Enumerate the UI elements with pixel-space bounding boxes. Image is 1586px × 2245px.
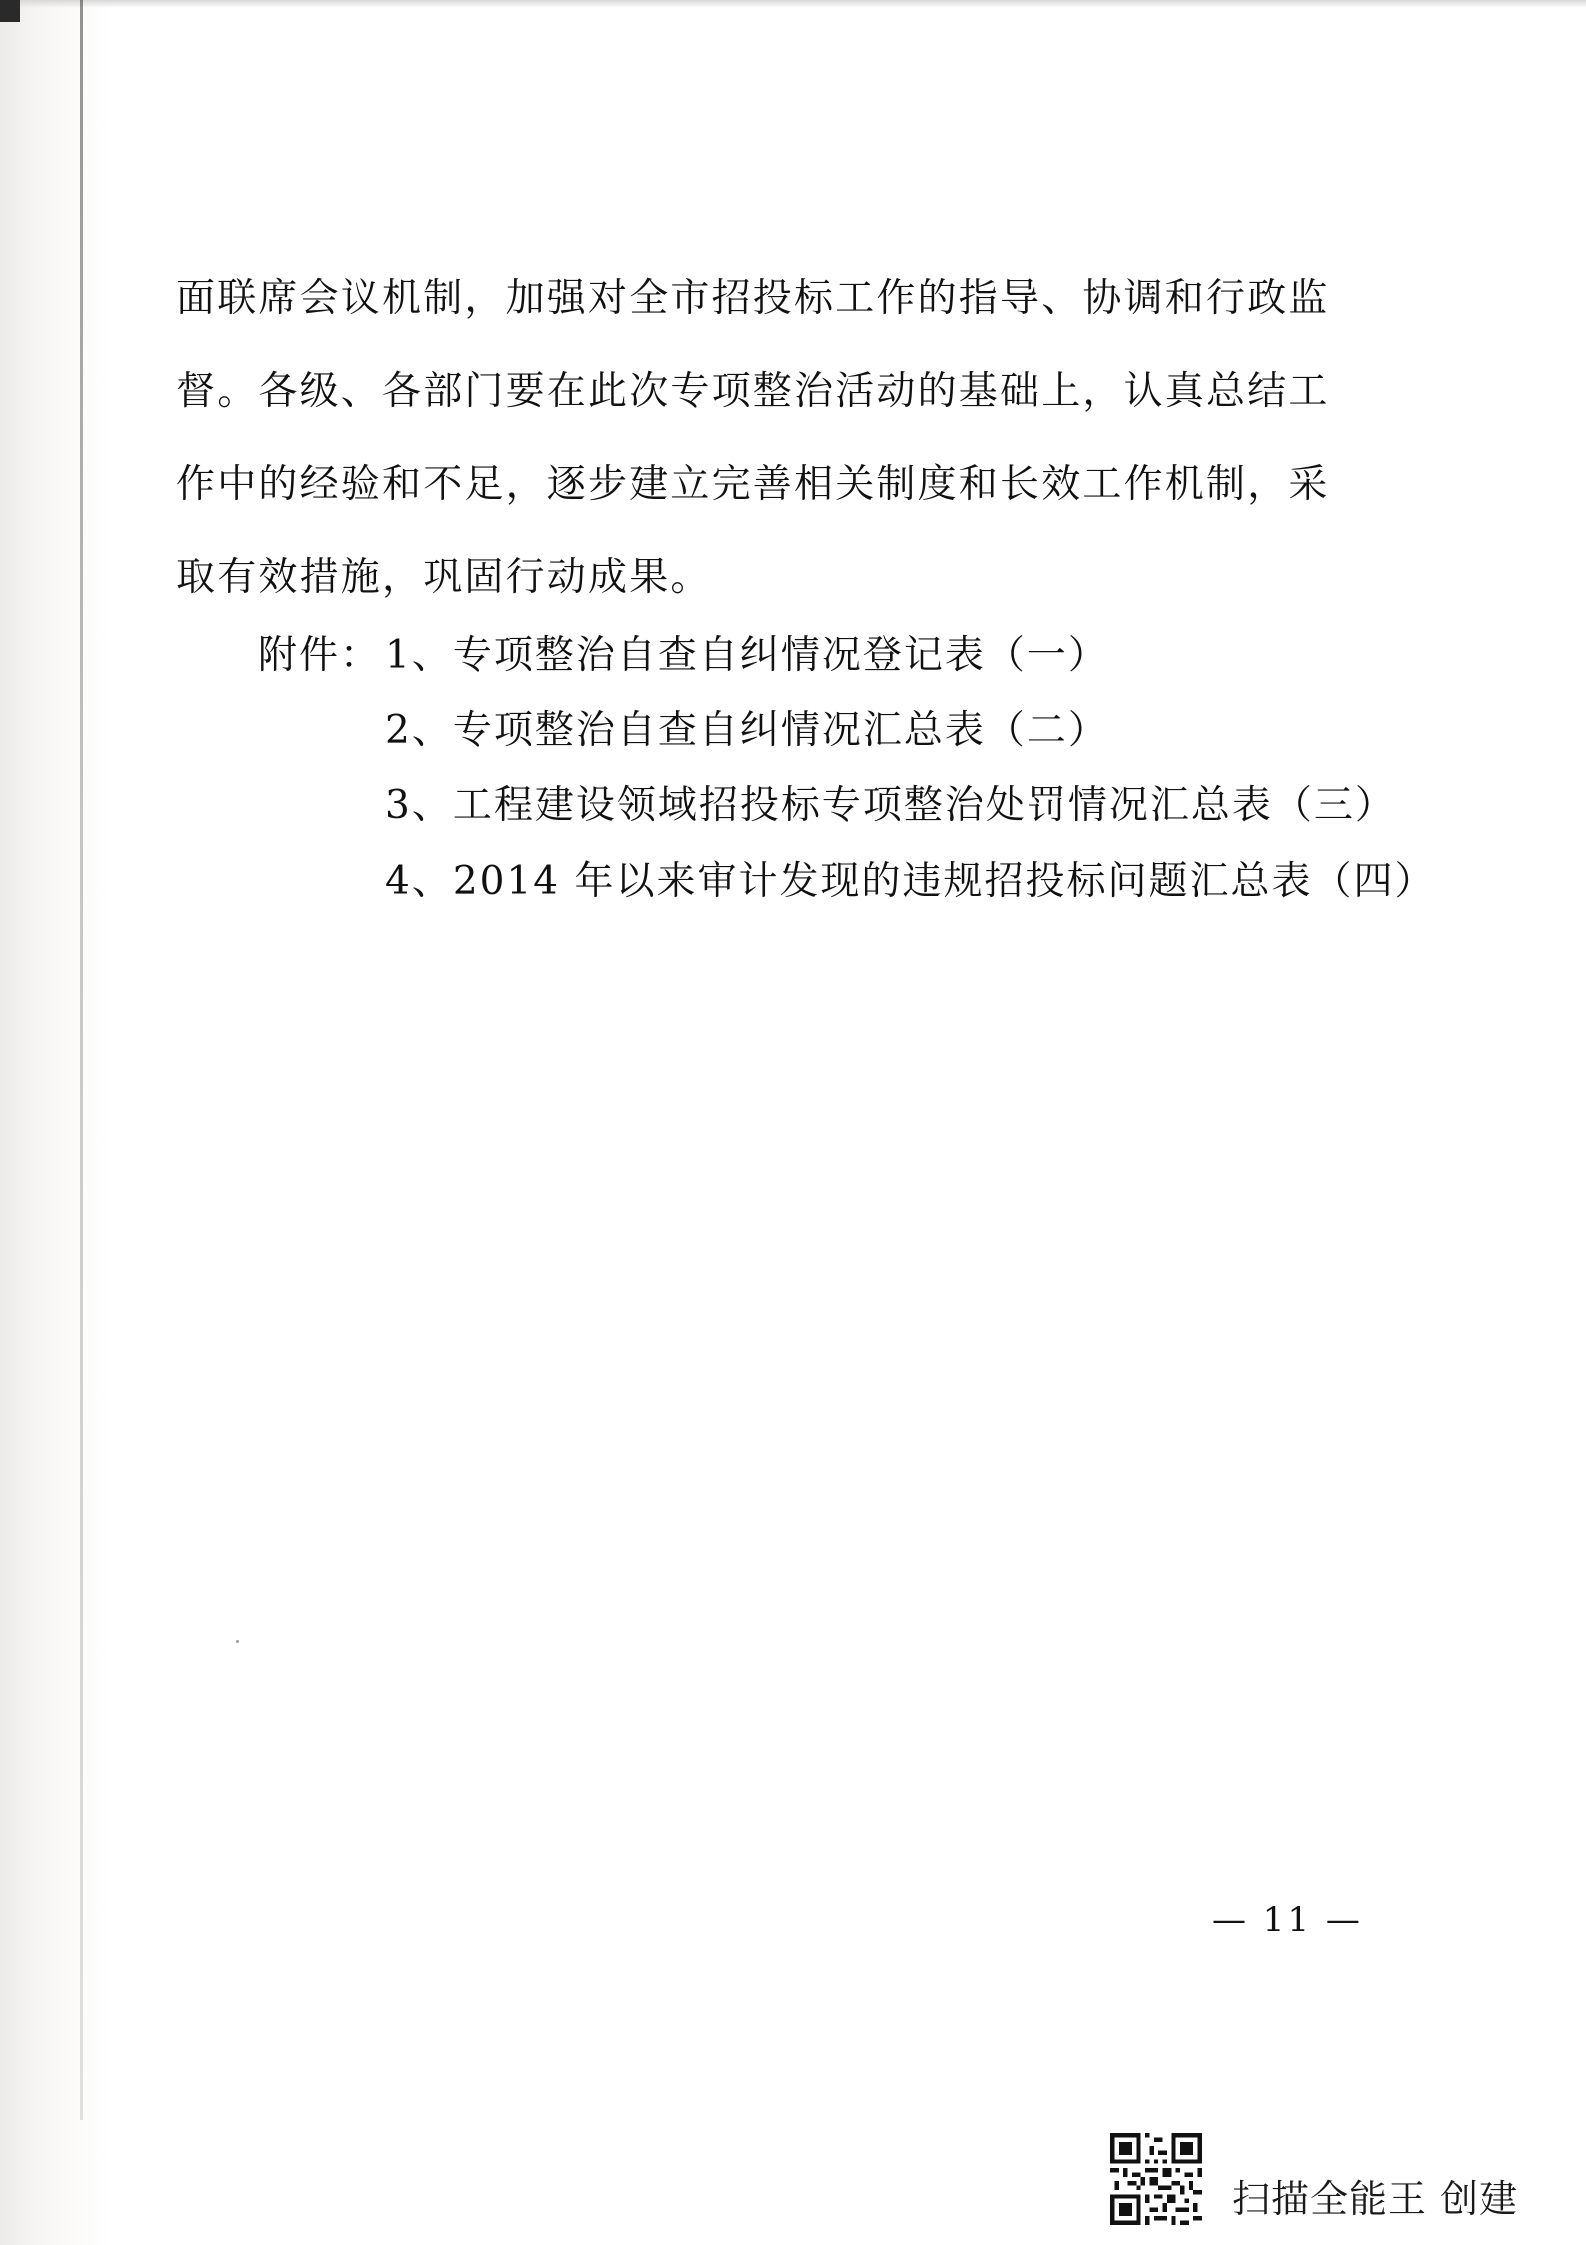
body-paragraph bbox=[176, 252, 1354, 624]
attachment-row-4 bbox=[385, 852, 1435, 912]
body-line: 督。各级、各部门要在此次专项整治活动的基础上，认真总结工 bbox=[176, 369, 1330, 414]
body-line: 取有效措施，巩固行动成果。 bbox=[176, 555, 712, 600]
body-line: 面联席会议机制，加强对全市招投标工作的指导、协调和行政监 bbox=[176, 276, 1330, 321]
attachment-row-2 bbox=[385, 701, 1109, 761]
body-line: 作中的经验和不足，逐步建立完善相关制度和长效工作机制，采 bbox=[176, 462, 1330, 507]
scan-corner-mark bbox=[0, 0, 20, 22]
scan-speck bbox=[236, 1640, 239, 1643]
attachment-item: 1、专项整治自查自纠情况登记表（一） bbox=[385, 633, 1109, 678]
scan-binding-edge bbox=[80, 0, 83, 2120]
scanner-watermark: 扫描全能王 创建 bbox=[1232, 2177, 1519, 2221]
attachment-item: 3、工程建设领域招投标专项整治处罚情况汇总表（三） bbox=[385, 783, 1396, 828]
qr-code-icon bbox=[1110, 2133, 1202, 2225]
scan-top-shadow bbox=[0, 0, 1586, 8]
page-number: — 11 — bbox=[1212, 1900, 1363, 1940]
attachment-item: 2、专项整治自查自纠情况汇总表（二） bbox=[385, 708, 1109, 753]
attachment-item: 4、2014 年以来审计发现的违规招投标问题汇总表（四） bbox=[385, 859, 1436, 904]
attachment-row-3 bbox=[385, 776, 1396, 836]
attachments-label: 附件： bbox=[258, 633, 382, 678]
